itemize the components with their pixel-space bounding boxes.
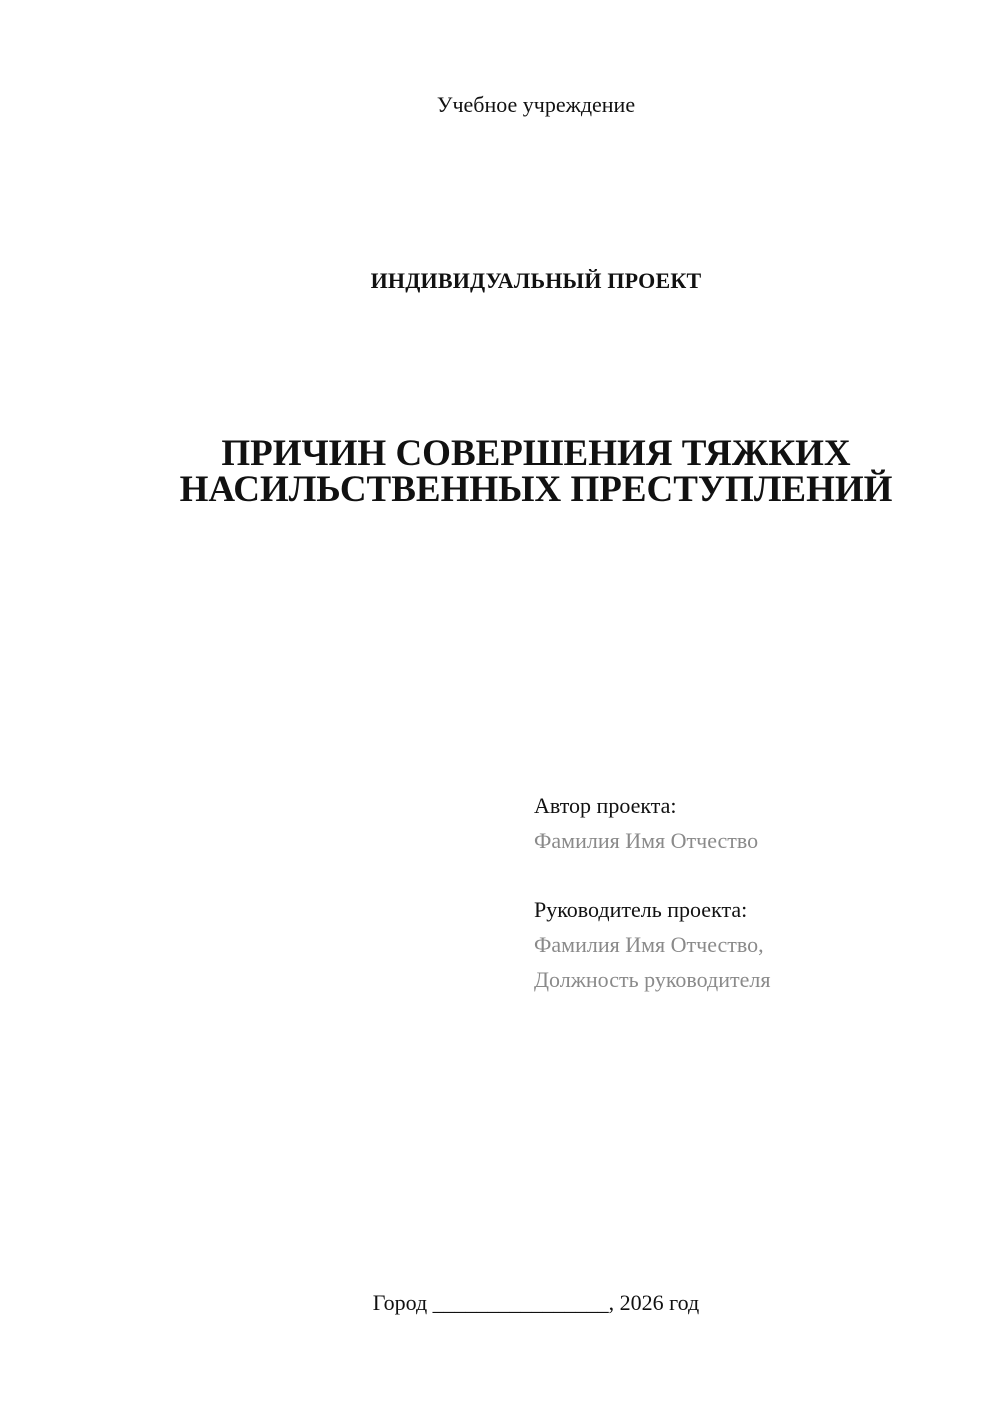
supervisor-label: Руководитель проекта: [534,897,748,922]
supervisor-position: Должность руководителя [534,967,771,992]
supervisor-name: Фамилия Имя Отчество, [534,932,764,957]
project-title [0,433,1000,510]
author-label: Автор проекта: [534,793,677,818]
project-title-line-1: ПРИЧИН СОВЕРШЕНИЯ ТЯЖКИХ [221,433,851,474]
institution-name: Учебное учреждение [436,92,636,117]
spacer [534,858,770,892]
project-credits [534,788,770,997]
author-name: Фамилия Имя Отчество [534,828,759,853]
city-year-footer: Город ________________, 2026 год [372,1290,700,1315]
project-type-heading: ИНДИВИДУАЛЬНЫЙ ПРОЕКТ [370,268,702,293]
project-title-line-2: НАСИЛЬСТВЕННЫХ ПРЕСТУПЛЕНИЙ [179,469,893,510]
